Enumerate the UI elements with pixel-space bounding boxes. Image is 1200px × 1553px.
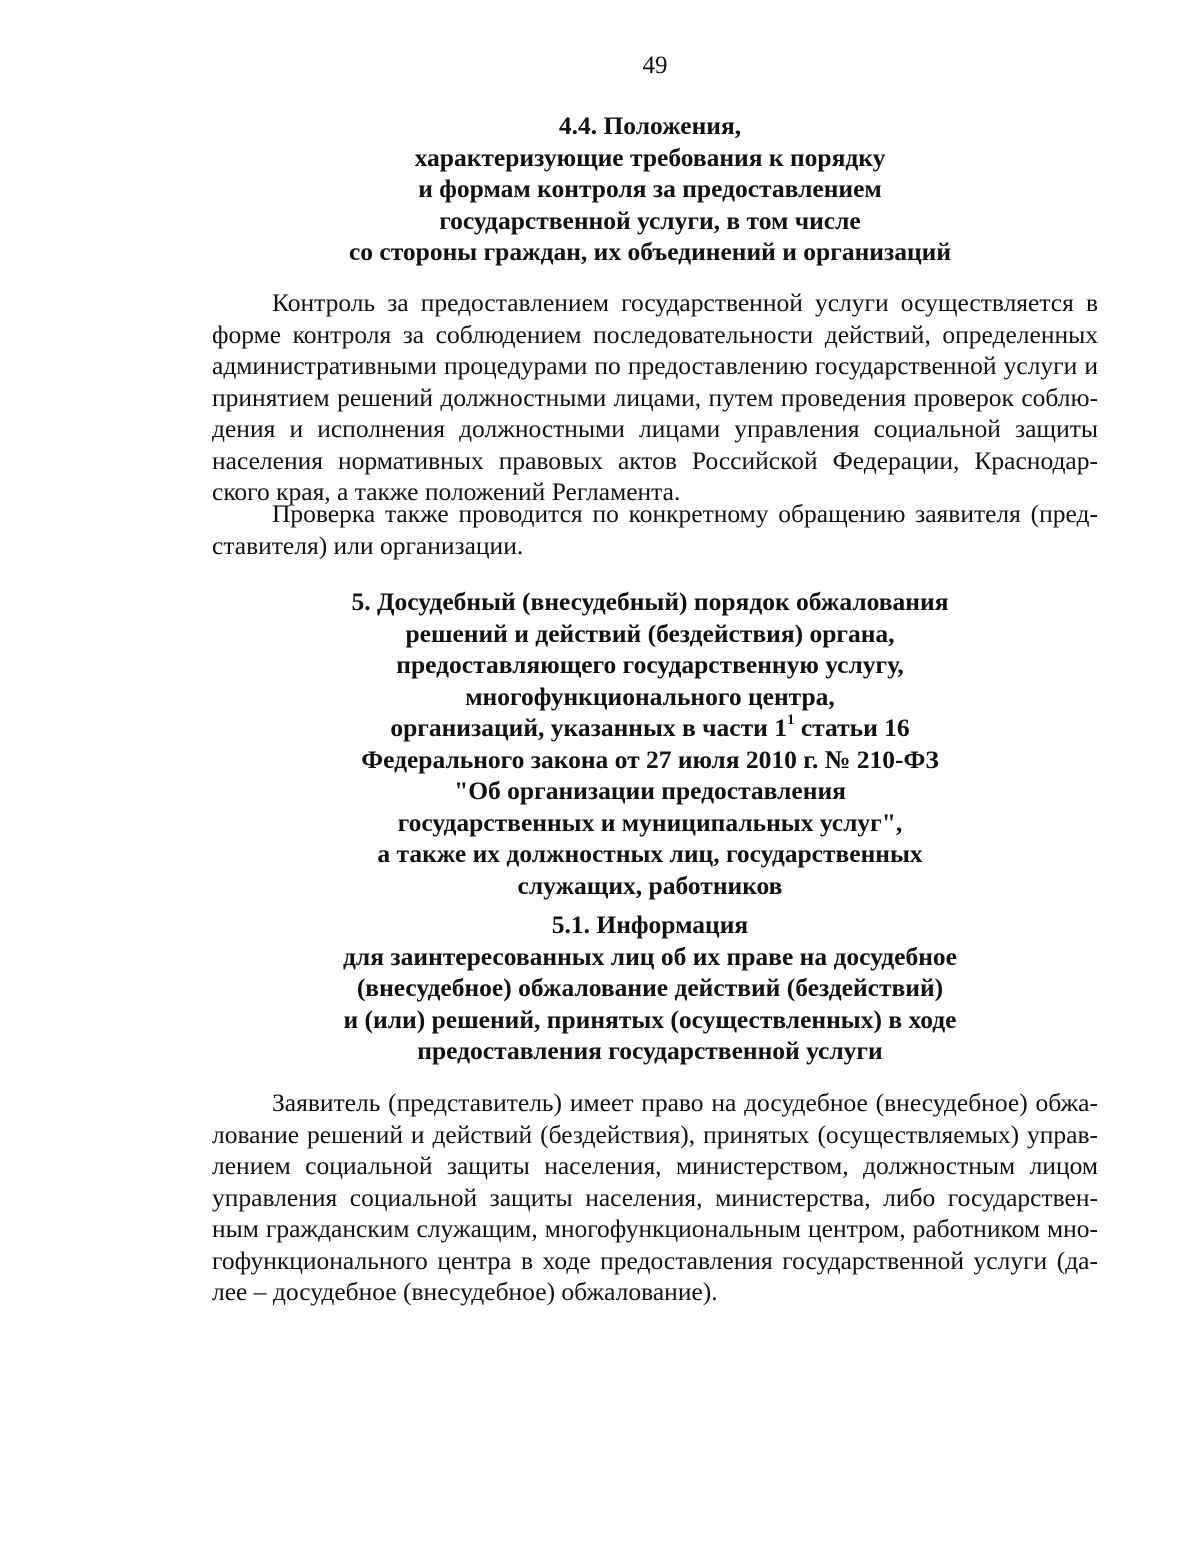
heading-line: со стороны граждан, их объединений и организаций	[348, 237, 952, 266]
paragraph-line: ным гражданским служащим, многофункциональным центром, работником мно-	[212, 1214, 1098, 1243]
heading-text: статьи 16	[794, 713, 910, 742]
paragraph-line: форме контроля за соблюдением последовательности действий, определенных	[212, 319, 1098, 349]
paragraph-line: Контроль за предоставлением государственной услуги осуществляется в	[272, 288, 1098, 317]
heading-line: государственной услуги, в том числе	[439, 205, 861, 235]
paragraph-line: дения и исполнения должностными лицами управления социальной защиты	[212, 414, 1098, 443]
heading-line	[200, 712, 1100, 744]
heading-line: предоставления государственной услуги	[417, 1036, 883, 1065]
section-4-4-paragraph-check	[212, 498, 1098, 561]
heading-line: 5.1. Информация	[551, 910, 749, 939]
heading-line: и формам контроля за предоставлением	[418, 174, 882, 203]
heading-line: для заинтересованных лиц об их праве на досудебное	[343, 941, 957, 971]
page-number: 49	[642, 52, 668, 79]
heading-line: предоставляющего государственную услугу,	[396, 650, 904, 679]
paragraph-line: принятием решений должностными лицами, путем проведения проверок соблю-	[212, 382, 1098, 412]
paragraph-line: населения нормативных правовых актов Российской Федерации, Краснодар-	[212, 445, 1098, 475]
section-5-1-paragraph	[212, 1087, 1098, 1308]
paragraph-line: лование решений и действий (бездействия), принятых (осуществляемых) управ-	[212, 1119, 1098, 1149]
heading-line: Федерального закона от 27 июля 2010 г. № 210-ФЗ	[361, 744, 939, 774]
paragraph-line: ского края, а также положений Регламента.	[212, 477, 681, 506]
section-5-heading	[200, 586, 1100, 901]
paragraph-line: гофункционального центра в ходе предоставления государственной услуги (да-	[212, 1245, 1098, 1275]
paragraph-line: лее – досудебное (внесудебное) обжалование).	[212, 1277, 718, 1306]
heading-line: 4.4. Положения,	[558, 111, 742, 140]
section-4-4-paragraph-control	[212, 287, 1098, 508]
paragraph-line: ставителя) или организации.	[212, 530, 524, 560]
heading-line: 5. Досудебный (внесудебный) порядок обжалования	[351, 587, 949, 616]
section-5-1-heading	[200, 909, 1100, 1067]
paragraph-line: административными процедурами по предоставлению государственной услуги и	[212, 351, 1098, 380]
heading-text: организаций, указанных в части 1	[390, 713, 787, 742]
heading-line: служащих, работников	[517, 870, 783, 900]
heading-line: "Об организации предоставления	[454, 776, 846, 805]
superscript: 1	[786, 711, 795, 728]
heading-line: характеризующие требования к порядку	[414, 142, 886, 172]
heading-line: а также их должностных лиц, государственных	[377, 839, 923, 868]
paragraph-line: Проверка также проводится по конкретному обращению заявителя (пред-	[272, 499, 1098, 528]
heading-line: многофункционального центра,	[465, 681, 835, 711]
paragraph-line: управления социальной защиты населения, министерства, либо государствен-	[212, 1182, 1098, 1212]
heading-line: и (или) решений, принятых (осуществленных) в ходе	[343, 1004, 957, 1034]
heading-line: государственных и муниципальных услуг",	[397, 807, 903, 837]
paragraph-line: лением социальной защиты населения, министерством, должностным лицом	[212, 1151, 1098, 1180]
section-4-4-heading	[200, 110, 1100, 268]
paragraph-line: Заявитель (представитель) имеет право на досудебное (внесудебное) обжа-	[272, 1088, 1098, 1117]
heading-line: решений и действий (бездействия) органа,	[405, 618, 895, 648]
heading-line: (внесудебное) обжалование действий (бездействий)	[356, 973, 944, 1002]
